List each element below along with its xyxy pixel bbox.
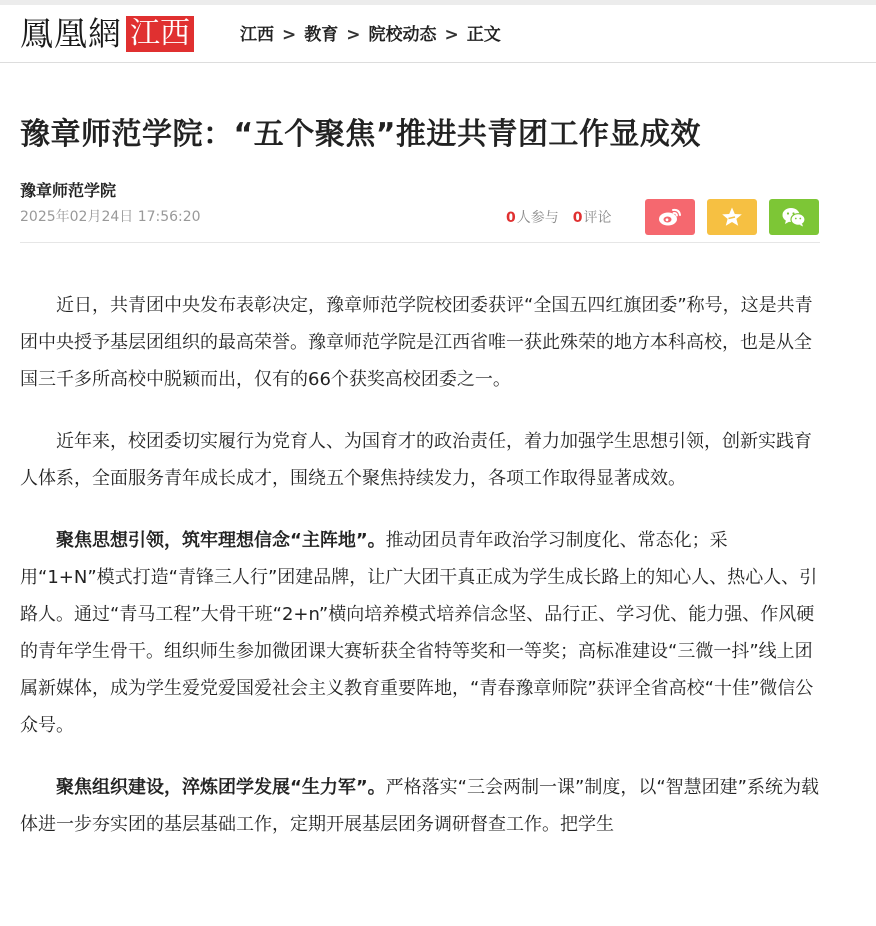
paragraph-text: 近日，共青团中央发布表彰决定，豫章师范学院校团委获评“全国五四红旗团委”称号，这是共青团中央授予基层团组织的最高荣誉。豫章师范学院是江西省唯一获此殊荣的地方本科高校，也是从全国三千多所高校中脱颖而出，仅有的66个获奖高校团委之一。 [20,295,813,390]
logo-main-text: 鳳凰網 [20,14,122,53]
participants-count: 0 [506,210,516,226]
weibo-icon [658,207,682,227]
comments-stat[interactable] [573,208,612,228]
site-header [0,5,876,63]
breadcrumb [240,23,501,47]
share-buttons [645,199,819,235]
article-title: 豫章师范学院：“五个聚焦”推进共青团工作显成效 [20,117,701,152]
article-paragraph [20,287,820,398]
share-qzone-button[interactable] [707,199,757,235]
star-icon [721,206,743,228]
paragraph-lead: 聚焦组织建设，淬炼团学发展“生力军”。 [56,777,386,798]
share-wechat-button[interactable] [769,199,819,235]
breadcrumb-separator: > [444,25,459,45]
breadcrumb-separator: > [282,25,297,45]
paragraph-lead: 聚焦思想引领，筑牢理想信念“主阵地”。 [56,530,386,551]
logo-region-badge: 江西 [126,16,194,52]
paragraph-text: 严格落实“三会两制一课”制度，以“智慧团建”系统为载体进一步夯实团的基层基础工作，定期开展基层团务调研督查工作。把学生 [20,777,819,835]
paragraph-text: 推动团员青年政治学习制度化、常态化；采用“1+N”模式打造“青锋三人行”团建品牌，让广大团干真正成为学生成长路上的知心人、热心人、引路人。通过“青马工程”大骨干班“2+n”横向培养模式培养信念坚、品行正、学习优、能力强、作风硬的青年学生骨干。组织师生参加微团课大赛斩获全省特等奖和一等奖；高标准建设“三微一抖”线上团属新媒体，成为学生爱党爱国爱社会主义教育重要阵地，“青春豫章师院”获评全省高校“十佳”微信公众号。 [20,530,818,736]
breadcrumb-separator: > [346,25,361,45]
article-datetime: 2025年02月24日 17:56:20 [20,209,201,225]
article-paragraph [20,423,820,497]
breadcrumb-education[interactable]: 教育 [304,25,339,45]
ifeng-logo[interactable] [20,14,194,54]
breadcrumb-jiangxi[interactable]: 江西 [240,25,274,45]
participants-stat[interactable] [506,208,559,228]
breadcrumb-current: 正文 [466,25,501,45]
comments-count: 0 [572,210,583,226]
article-body [20,287,820,868]
wechat-icon [781,206,807,228]
article-source[interactable]: 豫章师范学院 [20,181,117,200]
article-stats [506,208,612,228]
article-paragraph [20,522,820,744]
paragraph-text: 近年来，校团委切实履行为党育人、为国育才的政治责任，着力加强学生思想引领，创新实践育人体系，全面服务青年成长成才，围绕五个聚焦持续发力，各项工作取得显著成效。 [20,431,812,489]
breadcrumb-school-news[interactable]: 院校动态 [368,25,437,45]
participants-label: 人参与 [516,210,559,226]
comments-label: 评论 [583,210,612,226]
meta-divider [20,242,820,243]
share-weibo-button[interactable] [645,199,695,235]
article-paragraph [20,769,820,843]
